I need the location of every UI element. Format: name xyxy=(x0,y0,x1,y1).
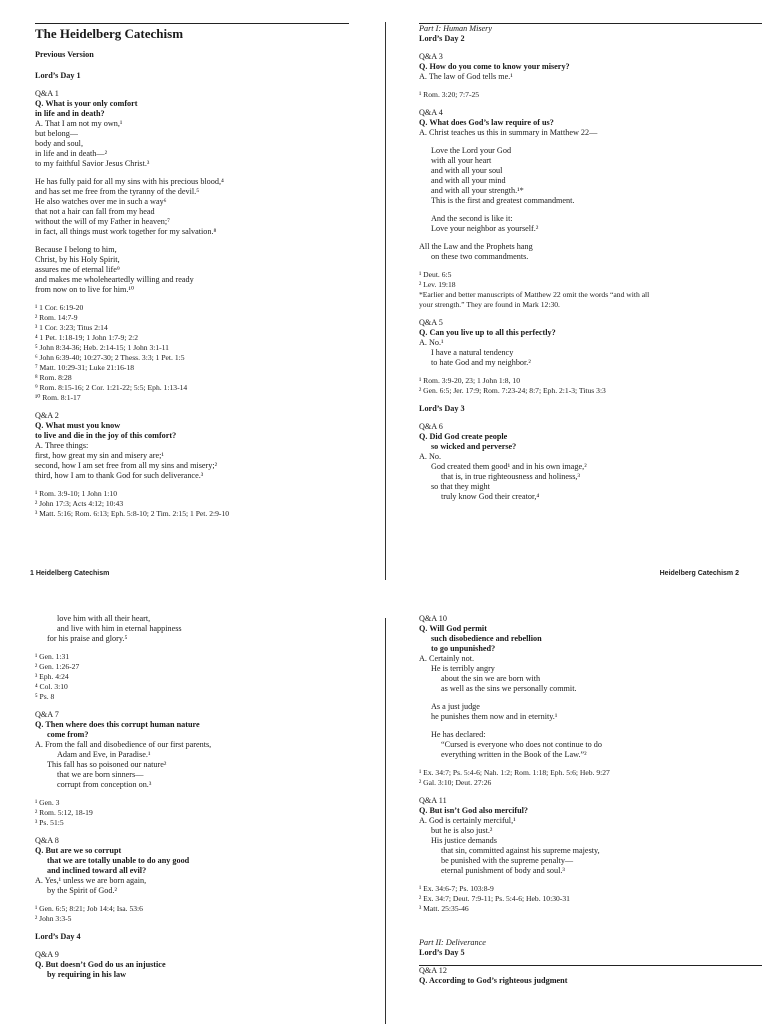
text-line: Q&A 8 xyxy=(35,836,59,845)
top-gutter-line xyxy=(385,22,386,580)
text-line: A. Certainly not. xyxy=(419,654,475,663)
bold-line: by requiring in his law xyxy=(47,970,127,979)
footnote-line: ¹ Gen. 3 xyxy=(35,798,60,807)
page-1-column xyxy=(35,24,349,580)
text-line: A. That I am not my own,¹ xyxy=(35,119,123,128)
spacer xyxy=(35,942,349,950)
bold-line: Q. What must you know xyxy=(35,421,121,430)
footnote-line: ² John 3:3-5 xyxy=(35,914,72,923)
text-line: in fact, all things must work together for my salvation.⁸ xyxy=(35,227,217,236)
footnote-line: ² Gal. 3:10; Deut. 27:26 xyxy=(419,778,492,787)
text-line: A. Three things: xyxy=(35,441,89,450)
text-line: A. No. xyxy=(419,452,442,461)
text-line: so that they might xyxy=(431,482,490,491)
spacer xyxy=(419,234,762,242)
text-line: Q&A 2 xyxy=(35,411,59,420)
spacer xyxy=(419,722,762,730)
spacer xyxy=(419,922,762,930)
footnote-line: ² John 17:3; Acts 4:12; 10:43 xyxy=(35,499,124,508)
footnote-line: ² Gen. 6:5; Jer. 17:9; Rom. 7:23-24; 8:7; Eph. 2:1-3; Titus 3:3 xyxy=(419,386,606,395)
spacer xyxy=(35,237,349,245)
text-line: Q&A 4 xyxy=(419,108,443,117)
bold-line: Lord’s Day 5 xyxy=(419,948,465,957)
text-line: Q&A 1 xyxy=(35,89,59,98)
document-title: The Heidelberg Catechism xyxy=(35,26,184,41)
text-line: by the Spirit of God.² xyxy=(47,886,117,895)
text-line: A. Yes,¹ unless we are born again, xyxy=(35,876,147,885)
spacer xyxy=(35,896,349,904)
footnote-line: ⁷ Matt. 10:29-31; Luke 21:16-18 xyxy=(35,363,135,372)
spacer xyxy=(419,396,762,404)
text-line: third, how I am to thank God for such deliverance.³ xyxy=(35,471,204,480)
footnote-line: ² Lev. 19:18 xyxy=(419,280,456,289)
text-line: A. Christ teaches us this in summary in Matthew 22— xyxy=(419,128,598,137)
text-line: Christ, by his Holy Spirit, xyxy=(35,255,120,264)
text-line: and with all your soul xyxy=(431,166,503,175)
text-line: assures me of eternal life⁹ xyxy=(35,265,120,274)
footnote-line: ¹ Ex. 34:7; Ps. 5:4-6; Nah. 1:2; Rom. 1:18; Eph. 5:6; Heb. 9:27 xyxy=(419,768,610,777)
spacer xyxy=(35,169,349,177)
spacer xyxy=(35,828,349,836)
footnote-line: ⁵ John 8:34-36; Heb. 2:14-15; 1 John 3:1-11 xyxy=(35,343,169,352)
bold-line: to live and die in the joy of this comfort? xyxy=(35,431,177,440)
text-line: Adam and Eve, in Paradise.¹ xyxy=(57,750,151,759)
text-line: on these two commandments. xyxy=(431,252,529,261)
footnote-line: ¹⁰ Rom. 8:1-17 xyxy=(35,393,81,402)
page-4-column xyxy=(419,614,762,1024)
footnote-line: ⁵ Ps. 8 xyxy=(35,692,55,701)
text-line: As a just judge xyxy=(431,702,480,711)
spacer xyxy=(419,262,762,270)
spacer xyxy=(35,702,349,710)
footnote-line: ³ Matt. 25:35-46 xyxy=(419,904,469,913)
spacer xyxy=(419,930,762,938)
text-line: A. The law of God tells me.¹ xyxy=(419,72,513,81)
version-label: Previous Version xyxy=(35,50,94,59)
spacer xyxy=(419,100,762,108)
footnote-line: ¹ Gen. 1:31 xyxy=(35,652,70,661)
spacer xyxy=(419,788,762,796)
text-line: Q&A 12 xyxy=(419,966,447,975)
bold-line: Q. But isn’t God also merciful? xyxy=(419,806,529,815)
footnote-line: ³ 1 Cor. 3:23; Titus 2:14 xyxy=(35,323,108,332)
bold-line: Q. How do you come to know your misery? xyxy=(419,62,570,71)
text-line: but he is also just.² xyxy=(431,826,493,835)
spacer xyxy=(419,82,762,90)
text-line: Q&A 5 xyxy=(419,318,443,327)
footnote-line: ² Rom. 5:12, 18-19 xyxy=(35,808,93,817)
bold-line: Q. What does God’s law require of us? xyxy=(419,118,554,127)
bottom-gutter-line xyxy=(385,618,386,1024)
footnote-line: ¹ Rom. 3:9-10; 1 John 1:10 xyxy=(35,489,118,498)
footnote-line: ² Rom. 14:7-9 xyxy=(35,313,78,322)
text-line: Love the Lord your God xyxy=(431,146,512,155)
spacer xyxy=(419,44,762,52)
footnote-line: ¹ 1 Cor. 6:19-20 xyxy=(35,303,84,312)
text-line: from now on to live for him.¹⁰ xyxy=(35,285,135,294)
text-line: Love your neighbor as yourself.² xyxy=(431,224,539,233)
bold-line: and inclined toward all evil? xyxy=(47,866,147,875)
spacer xyxy=(35,403,349,411)
spacer xyxy=(419,914,762,922)
bold-line: Q. What is your only comfort xyxy=(35,99,138,108)
bold-line: that we are totally unable to do any good xyxy=(47,856,190,865)
bold-line: such disobedience and rebellion xyxy=(431,634,542,643)
text-line: in life and in death—² xyxy=(35,149,108,158)
footnote-line: ² Gen. 1:26-27 xyxy=(35,662,80,671)
text-line: Q&A 7 xyxy=(35,710,59,719)
text-line: for his praise and glory.⁵ xyxy=(47,634,128,643)
text-line: His justice demands xyxy=(431,836,497,845)
text-line: as well as the sins we personally commit. xyxy=(441,684,577,693)
text-line: He is terribly angry xyxy=(431,664,495,673)
text-line: Q&A 6 xyxy=(419,422,443,431)
text-line: corrupt from conception on.³ xyxy=(57,780,152,789)
bold-line: in life and in death? xyxy=(35,109,105,118)
text-line: second, how I am set free from all my sins and misery;² xyxy=(35,461,218,470)
footnote-line: ¹ Gen. 6:5; 8:21; Job 14:4; Isa. 53:6 xyxy=(35,904,143,913)
page-2-column xyxy=(419,24,762,580)
text-line: Q&A 3 xyxy=(419,52,443,61)
bold-line: Lord’s Day 3 xyxy=(419,404,465,413)
page-2-footer: Heidelberg Catechism 2 xyxy=(659,570,739,577)
text-line: truly know God their creator,⁴ xyxy=(441,492,540,501)
bold-line: Q. Then where does this corrupt human nature xyxy=(35,720,200,729)
text-line: that we are born sinners— xyxy=(57,770,144,779)
spacer xyxy=(35,644,349,652)
text-line: All the Law and the Prophets hang xyxy=(419,242,533,251)
text-line: Because I belong to him, xyxy=(35,245,117,254)
text-line: be punished with the supreme penalty— xyxy=(441,856,574,865)
text-line: eternal punishment of body and soul.³ xyxy=(441,866,565,875)
footnote-line: *Earlier and better manuscripts of Matthew 22 omit the words “and with all xyxy=(419,290,650,299)
bold-line: Lord’s Day 1 xyxy=(35,71,81,80)
footnote-line: ³ Matt. 5:16; Rom. 6:13; Eph. 5:8-10; 2 Tim. 2:15; 1 Pet. 2:9-10 xyxy=(35,509,230,518)
bold-line: to go unpunished? xyxy=(431,644,496,653)
bold-line: Q. But are we so corrupt xyxy=(35,846,122,855)
text-line: Q&A 10 xyxy=(419,614,447,623)
page-3-column xyxy=(35,614,349,1024)
bold-line: Lord’s Day 4 xyxy=(35,932,81,941)
text-line: he punishes them now and in eternity.¹ xyxy=(431,712,558,721)
text-line: He has declared: xyxy=(431,730,486,739)
text-line: with all your heart xyxy=(431,156,492,165)
text-line: and with all your mind xyxy=(431,176,506,185)
spacer xyxy=(419,760,762,768)
spacer xyxy=(35,81,349,89)
part-heading: Part II: Deliverance xyxy=(419,938,486,947)
text-line: I have a natural tendency xyxy=(431,348,514,357)
text-line: “Cursed is everyone who does not continue to do xyxy=(441,740,602,749)
spacer xyxy=(419,694,762,702)
footnote-line: ⁴ Col. 3:10 xyxy=(35,682,68,691)
text-line: He also watches over me in such a way⁶ xyxy=(35,197,167,206)
spacer xyxy=(35,924,349,932)
bold-line: come from? xyxy=(47,730,89,739)
spacer xyxy=(35,481,349,489)
footnote-line: ³ Eph. 4:24 xyxy=(35,672,69,681)
spacer xyxy=(35,790,349,798)
spacer xyxy=(35,295,349,303)
footnote-line: ⁶ John 6:39-40; 10:27-30; 2 Thess. 3:3; 1 Pet. 1:5 xyxy=(35,353,185,362)
page-3-text xyxy=(35,614,349,980)
page-2-text xyxy=(419,24,762,502)
spacer xyxy=(419,876,762,884)
footnote-line: your strength.” They are found in Mark 12:30. xyxy=(419,300,560,309)
footnote-line: ¹ Rom. 3:20; 7:7-25 xyxy=(419,90,480,99)
bold-line: Q. According to God’s righteous judgment xyxy=(419,976,568,985)
text-line: This is the first and greatest commandment. xyxy=(431,196,575,205)
footnote-line: ¹ Deut. 6:5 xyxy=(419,270,452,279)
text-line: but belong— xyxy=(35,129,78,138)
text-line: Q&A 9 xyxy=(35,950,59,959)
text-line: God created them good¹ and in his own image,² xyxy=(431,462,587,471)
text-line: He has fully paid for all my sins with his precious blood,⁴ xyxy=(35,177,224,186)
text-line: without the will of my Father in heaven;⁷ xyxy=(35,217,170,226)
text-line: A. From the fall and disobedience of our first parents, xyxy=(35,740,212,749)
page-4-text xyxy=(419,614,762,986)
spacer xyxy=(419,414,762,422)
footnote-line: ² Ex. 34:7; Deut. 7:9-11; Ps. 5:4-6; Heb. 10:30-31 xyxy=(419,894,570,903)
bold-line: Q. Can you live up to all this perfectly? xyxy=(419,328,556,337)
footnote-line: ⁴ 1 Pet. 1:18-19; 1 John 1:7-9; 2:2 xyxy=(35,333,139,342)
bold-line: so wicked and perverse? xyxy=(431,442,517,451)
bold-line: Lord’s Day 2 xyxy=(419,34,465,43)
part-heading: Part I: Human Misery xyxy=(419,24,492,33)
footnote-line: ¹ Rom. 3:9-20, 23; 1 John 1:8, 10 xyxy=(419,376,520,385)
text-line: that not a hair can fall from my head xyxy=(35,207,155,216)
spacer xyxy=(419,958,762,966)
bold-line: Q. Did God create people xyxy=(419,432,508,441)
spacer xyxy=(419,138,762,146)
text-line: to my faithful Savior Jesus Christ.³ xyxy=(35,159,150,168)
text-line: A. No.¹ xyxy=(419,338,444,347)
footnote-line: ³ Ps. 51:5 xyxy=(35,818,64,827)
text-line: first, how great my sin and misery are;¹ xyxy=(35,451,164,460)
text-line: A. God is certainly merciful,¹ xyxy=(419,816,516,825)
spacer xyxy=(419,368,762,376)
text-line: everything written in the Book of the Law.”² xyxy=(441,750,587,759)
text-line: that is, in true righteousness and holiness,³ xyxy=(441,472,580,481)
text-line: love him with all their heart, xyxy=(57,614,151,623)
footnote-line: ⁸ Rom. 8:28 xyxy=(35,373,72,382)
text-line: And the second is like it: xyxy=(431,214,513,223)
text-line: to hate God and my neighbor.² xyxy=(431,358,531,367)
text-line: body and soul, xyxy=(35,139,83,148)
text-line: Q&A 11 xyxy=(419,796,447,805)
text-line: and with all your strength.¹* xyxy=(431,186,524,195)
bold-line: Q. Will God permit xyxy=(419,624,487,633)
page-1-text xyxy=(35,71,349,519)
text-line: This fall has so poisoned our nature² xyxy=(47,760,167,769)
text-line: and makes me wholeheartedly willing and ready xyxy=(35,275,194,284)
spacer xyxy=(419,310,762,318)
footnote-line: ¹ Ex. 34:6-7; Ps. 103:8-9 xyxy=(419,884,494,893)
text-line: that sin, committed against his supreme majesty, xyxy=(441,846,600,855)
text-line: and has set me free from the tyranny of the devil.⁵ xyxy=(35,187,200,196)
footnote-line: ⁹ Rom. 8:15-16; 2 Cor. 1:21-22; 5:5; Eph. 1:13-14 xyxy=(35,383,188,392)
text-line: and live with him in eternal happiness xyxy=(57,624,182,633)
page-1-footer: 1 Heidelberg Catechism xyxy=(30,570,110,577)
bold-line: Q. But doesn’t God do us an injustice xyxy=(35,960,166,969)
spacer xyxy=(419,206,762,214)
text-line: about the sin we are born with xyxy=(441,674,541,683)
